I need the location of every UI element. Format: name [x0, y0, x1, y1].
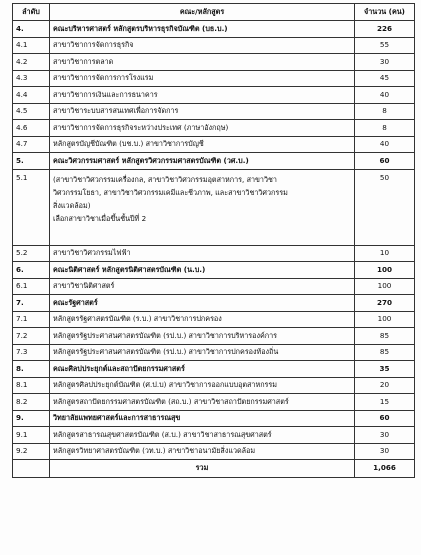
- program-row: [13, 427, 415, 444]
- row-order-number: 4.2: [13, 54, 50, 71]
- row-order-number: 5.2: [13, 245, 50, 262]
- program-name-line: วิศวกรรมโยธา, สาขาวิชาวิศวกรรมเคมีและชีวภาพ, และสาขาวิชาวิศวกรรม: [53, 187, 288, 197]
- row-program-name: สาขาวิชาการตลาด: [50, 54, 355, 71]
- program-name-line: สิ่งแวดล้อม): [53, 200, 91, 210]
- row-student-count: 55: [355, 37, 415, 54]
- program-row: [13, 70, 415, 87]
- row-program-name: วิทยาลัยแพทยศาสตร์และการสาธารณสุข: [50, 410, 355, 427]
- row-student-count: 270: [355, 295, 415, 312]
- row-order-number: 4.6: [13, 120, 50, 137]
- row-program-name: สาขาวิชานิติศาสตร์: [50, 278, 355, 295]
- row-student-count: 100: [355, 278, 415, 295]
- faculty-row: [13, 410, 415, 427]
- row-student-count: 60: [355, 153, 415, 170]
- row-order-number: 4.4: [13, 87, 50, 104]
- row-order-number: 8.: [13, 361, 50, 378]
- row-student-count: 40: [355, 136, 415, 153]
- row-program-name: [50, 169, 355, 245]
- row-student-count: 8: [355, 103, 415, 120]
- row-order-number: 4.5: [13, 103, 50, 120]
- row-student-count: 30: [355, 443, 415, 460]
- program-row: [13, 169, 415, 245]
- row-order-number: 9.2: [13, 443, 50, 460]
- row-student-count: 8: [355, 120, 415, 137]
- row-order-number: 9.1: [13, 427, 50, 444]
- row-program-name: คณะนิติศาสตร์ หลักสูตรนิติศาสตรบัณฑิต (น.บ.): [50, 262, 355, 279]
- program-row: [13, 136, 415, 153]
- program-row: [13, 120, 415, 137]
- program-name-line: (สาขาวิชาวิศวกรรมเครื่องกล, สาขาวิชาวิศวกรรมอุตสาหการ, สาขาวิชา: [53, 174, 277, 184]
- program-row: [13, 103, 415, 120]
- program-row: [13, 37, 415, 54]
- row-student-count: 15: [355, 394, 415, 411]
- total-row: [13, 460, 415, 478]
- program-row: [13, 377, 415, 394]
- total-count: 1,066: [355, 460, 415, 478]
- row-student-count: 20: [355, 377, 415, 394]
- row-program-name: หลักสูตรบัญชีบัณฑิต (บช.บ.) สาขาวิชาการบัญชี: [50, 136, 355, 153]
- row-program-name: หลักสูตรศิลปประยุกต์บัณฑิต (ศ.ป.บ) สาขาวิชาการออกแบบอุตสาหกรรม: [50, 377, 355, 394]
- row-student-count: 10: [355, 245, 415, 262]
- program-row: [13, 394, 415, 411]
- header-count: จำนวน (คน): [355, 4, 415, 21]
- row-program-name: สาขาวิชาวิศวกรรมไฟฟ้า: [50, 245, 355, 262]
- row-program-name: สาขาวิชาการจัดการธุรกิจ: [50, 37, 355, 54]
- row-student-count: 30: [355, 54, 415, 71]
- header-order: ลำดับ: [13, 4, 50, 21]
- faculty-row: [13, 295, 415, 312]
- row-student-count: 226: [355, 21, 415, 38]
- row-student-count: 45: [355, 70, 415, 87]
- row-student-count: 35: [355, 361, 415, 378]
- row-order-number: 7.: [13, 295, 50, 312]
- row-order-number: 4.7: [13, 136, 50, 153]
- row-order-number: 8.2: [13, 394, 50, 411]
- table-body: [13, 21, 415, 478]
- row-student-count: 40: [355, 87, 415, 104]
- row-program-name: คณะบริหารศาสตร์ หลักสูตรบริหารธุรกิจบัณฑิต (บธ.บ.): [50, 21, 355, 38]
- row-student-count: 85: [355, 328, 415, 345]
- row-program-name: หลักสูตรสถาปัตยกรรมศาสตรบัณฑิต (สถ.บ.) สาขาวิชาสถาปัตยกรรมศาสตร์: [50, 394, 355, 411]
- program-row: [13, 245, 415, 262]
- row-order-number: 4.: [13, 21, 50, 38]
- row-order-number: 6.: [13, 262, 50, 279]
- row-order-number: 8.1: [13, 377, 50, 394]
- row-order-number: 4.1: [13, 37, 50, 54]
- row-program-name: สาขาวิชาการจัดการการโรงแรม: [50, 70, 355, 87]
- row-order-number: 7.3: [13, 344, 50, 361]
- row-student-count: 60: [355, 410, 415, 427]
- faculty-row: [13, 21, 415, 38]
- row-student-count: 100: [355, 311, 415, 328]
- faculty-row: [13, 262, 415, 279]
- row-program-name: คณะรัฐศาสตร์: [50, 295, 355, 312]
- row-order-number: 6.1: [13, 278, 50, 295]
- program-row: [13, 443, 415, 460]
- total-order-cell: [13, 460, 50, 478]
- row-program-name: สาขาวิชาการจัดการธุรกิจระหว่างประเทศ (ภาษาอังกฤษ): [50, 120, 355, 137]
- program-row: [13, 344, 415, 361]
- row-student-count: 100: [355, 262, 415, 279]
- row-program-name: หลักสูตรรัฐประศาสนศาสตรบัณฑิต (รป.บ.) สาขาวิชาการบริหารองค์การ: [50, 328, 355, 345]
- program-row: [13, 311, 415, 328]
- row-order-number: 7.2: [13, 328, 50, 345]
- row-order-number: 4.3: [13, 70, 50, 87]
- row-order-number: 7.1: [13, 311, 50, 328]
- program-row: [13, 54, 415, 71]
- row-student-count: 30: [355, 427, 415, 444]
- row-order-number: 9.: [13, 410, 50, 427]
- row-student-count: 85: [355, 344, 415, 361]
- header-faculty-program: คณะ/หลักสูตร: [50, 4, 355, 21]
- row-program-name: หลักสูตรวิทยาศาสตรบัณฑิต (วท.บ.) สาขาวิชาอนามัยสิ่งแวดล้อม: [50, 443, 355, 460]
- program-name-line: เลือกสาขาวิชาเมื่อขึ้นชั้นปีที่ 2: [53, 213, 147, 223]
- row-program-name: สาขาวิชาการเงินและการธนาคาร: [50, 87, 355, 104]
- row-program-name: คณะวิศวกรรมศาสตร์ หลักสูตรวิศวกรรมศาสตรบัณฑิต (วศ.บ.): [50, 153, 355, 170]
- total-label: รวม: [50, 460, 355, 478]
- row-student-count: 50: [355, 169, 415, 245]
- row-program-name: สาขาวิชาระบบสารสนเทศเพื่อการจัดการ: [50, 103, 355, 120]
- faculty-row: [13, 361, 415, 378]
- table-header-row: [13, 4, 415, 21]
- program-row: [13, 328, 415, 345]
- row-program-name: คณะศิลปประยุกต์และสถาปัตยกรรมศาสตร์: [50, 361, 355, 378]
- faculty-row: [13, 153, 415, 170]
- row-program-name: หลักสูตรสาธารณสุขศาสตรบัณฑิต (ส.บ.) สาขาวิชาสาธารณสุขศาสตร์: [50, 427, 355, 444]
- row-order-number: 5.: [13, 153, 50, 170]
- program-row: [13, 87, 415, 104]
- row-program-name: หลักสูตรรัฐศาสตรบัณฑิต (ร.บ.) สาขาวิชาการปกครอง: [50, 311, 355, 328]
- program-row: [13, 278, 415, 295]
- row-program-name: หลักสูตรรัฐประศาสนศาสตรบัณฑิต (รป.บ.) สาขาวิชาการปกครองท้องถิ่น: [50, 344, 355, 361]
- row-order-number: 5.1: [13, 169, 50, 245]
- admission-quota-table: [12, 3, 415, 478]
